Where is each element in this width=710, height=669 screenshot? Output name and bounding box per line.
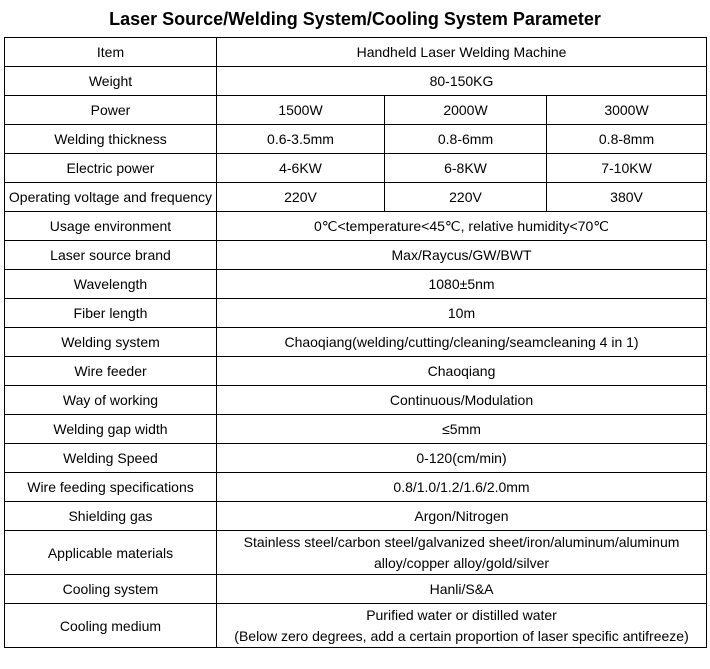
parameter-value: 0℃<temperature<45℃, relative humidity<70℃ (217, 212, 707, 241)
parameter-value: 2000W (385, 96, 547, 125)
table-row (5, 444, 707, 473)
parameter-value: Max/Raycus/GW/BWT (217, 241, 707, 270)
parameter-value: 220V (385, 183, 547, 212)
parameter-label: Cooling medium (5, 604, 217, 648)
parameter-label: Wavelength (5, 270, 217, 299)
parameter-label: Welding system (5, 328, 217, 357)
table-row (5, 415, 707, 444)
parameter-value: 6-8KW (385, 154, 547, 183)
parameter-label: Electric power (5, 154, 217, 183)
parameter-label: Wire feeding specifications (5, 473, 217, 502)
parameter-value: ≤5mm (217, 415, 707, 444)
parameter-value: 1500W (217, 96, 385, 125)
table-row (5, 125, 707, 154)
parameter-label: Way of working (5, 386, 217, 415)
table-row (5, 386, 707, 415)
page-title: Laser Source/Welding System/Cooling System Parameter (109, 9, 601, 29)
parameter-label: Welding Speed (5, 444, 217, 473)
table-row (5, 183, 707, 212)
parameter-label: Cooling system (5, 575, 217, 604)
parameter-label: Shielding gas (5, 502, 217, 531)
parameter-value: 10m (217, 299, 707, 328)
parameter-value: 380V (547, 183, 707, 212)
parameter-table-body (5, 38, 707, 648)
parameter-value: 80-150KG (217, 67, 707, 96)
table-row (5, 96, 707, 125)
parameter-value: Handheld Laser Welding Machine (217, 38, 707, 67)
table-row (5, 473, 707, 502)
parameter-value: 220V (217, 183, 385, 212)
parameter-value-line: Purified water or distilled water (366, 606, 557, 623)
parameter-label: Usage environment (5, 212, 217, 241)
table-row (5, 502, 707, 531)
parameter-value: Chaoqiang(welding/cutting/cleaning/seamcleaning 4 in 1) (217, 328, 707, 357)
parameter-value: Hanli/S&A (217, 575, 707, 604)
parameter-label: Welding thickness (5, 125, 217, 154)
parameter-label: Operating voltage and frequency (5, 183, 217, 212)
parameter-value: 0-120(cm/min) (217, 444, 707, 473)
table-row (5, 154, 707, 183)
parameter-label: Power (5, 96, 217, 125)
parameter-label: Applicable materials (5, 531, 217, 575)
parameter-value-line: alloy/copper alloy/gold/silver (373, 554, 550, 571)
parameter-value: Argon/Nitrogen (217, 502, 707, 531)
parameter-value (217, 604, 707, 648)
table-row (5, 531, 707, 575)
parameter-value-line: Stainless steel/carbon steel/galvanized sheet/iron/aluminum/aluminum (243, 533, 680, 550)
parameter-value: 0.6-3.5mm (217, 125, 385, 154)
table-row (5, 328, 707, 357)
parameter-value: 0.8/1.0/1.2/1.6/2.0mm (217, 473, 707, 502)
parameter-value (217, 531, 707, 575)
table-row (5, 67, 707, 96)
parameter-label: Fiber length (5, 299, 217, 328)
parameter-label: Item (5, 38, 217, 67)
parameter-value: Continuous/Modulation (217, 386, 707, 415)
table-row (5, 357, 707, 386)
table-row (5, 38, 707, 67)
parameter-value-line: (Below zero degrees, add a certain proportion of laser specific antifreeze) (234, 627, 689, 644)
table-row (5, 575, 707, 604)
parameter-label: Wire feeder (5, 357, 217, 386)
parameter-value: 3000W (547, 96, 707, 125)
table-row (5, 212, 707, 241)
parameter-table (4, 37, 707, 648)
parameter-label: Weight (5, 67, 217, 96)
parameter-value: 0.8-8mm (547, 125, 707, 154)
parameter-value: 7-10KW (547, 154, 707, 183)
table-row (5, 604, 707, 648)
parameter-value: Chaoqiang (217, 357, 707, 386)
parameter-label: Welding gap width (5, 415, 217, 444)
parameter-label: Laser source brand (5, 241, 217, 270)
table-row (5, 299, 707, 328)
parameter-value: 4-6KW (217, 154, 385, 183)
parameter-value: 0.8-6mm (385, 125, 547, 154)
table-row (5, 270, 707, 299)
table-row (5, 241, 707, 270)
parameter-value: 1080±5nm (217, 270, 707, 299)
